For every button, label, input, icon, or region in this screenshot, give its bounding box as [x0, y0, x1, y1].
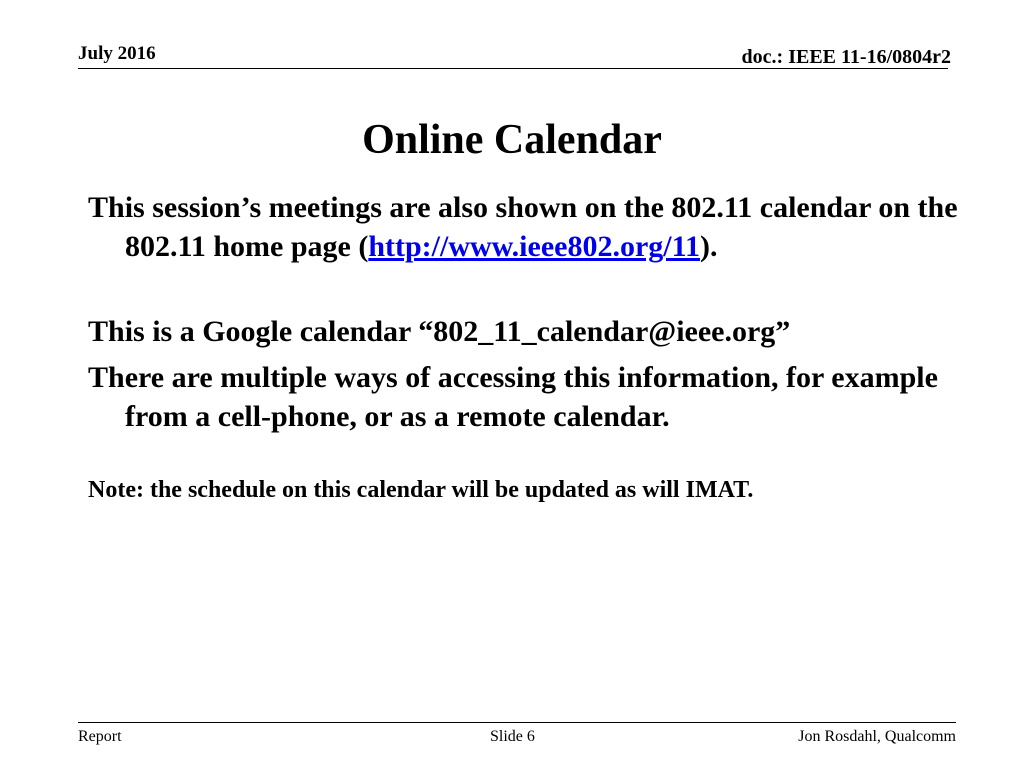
slide-body	[88, 188, 958, 506]
spacer	[88, 436, 958, 474]
header-date: July 2016	[78, 43, 156, 64]
spacer	[88, 351, 958, 358]
footer-report: Report	[78, 728, 122, 745]
ieee-80211-homepage-link[interactable]: http://www.ieee802.org/11	[368, 230, 700, 263]
footer-author: Jon Rosdahl, Qualcomm	[798, 728, 956, 745]
paragraph-google-calendar: This is a Google calendar “802_11_calendar@ieee.org”	[88, 315, 791, 348]
paragraph-calendar-info	[88, 188, 958, 266]
note-text: Note: the schedule on this calendar will be updated as will IMAT.	[88, 477, 754, 503]
footer-slide-number: Slide 6	[490, 728, 535, 745]
header-divider	[78, 68, 948, 69]
spacer	[88, 266, 958, 312]
footer-divider	[78, 722, 956, 723]
slide-title: Online Calendar	[362, 117, 662, 163]
paragraph-calendar-info-text-b: ).	[699, 230, 718, 263]
paragraph-access-ways: There are multiple ways of accessing this information, for example from a cell-phone, or as a remote calendar.	[88, 361, 938, 433]
header-doc-id: doc.: IEEE 11-16/0804r2	[741, 46, 951, 68]
paragraph-calendar-info-text-a: This session’s meetings are also shown on the 802.11 calendar on the 802.11 home page (	[88, 191, 958, 263]
